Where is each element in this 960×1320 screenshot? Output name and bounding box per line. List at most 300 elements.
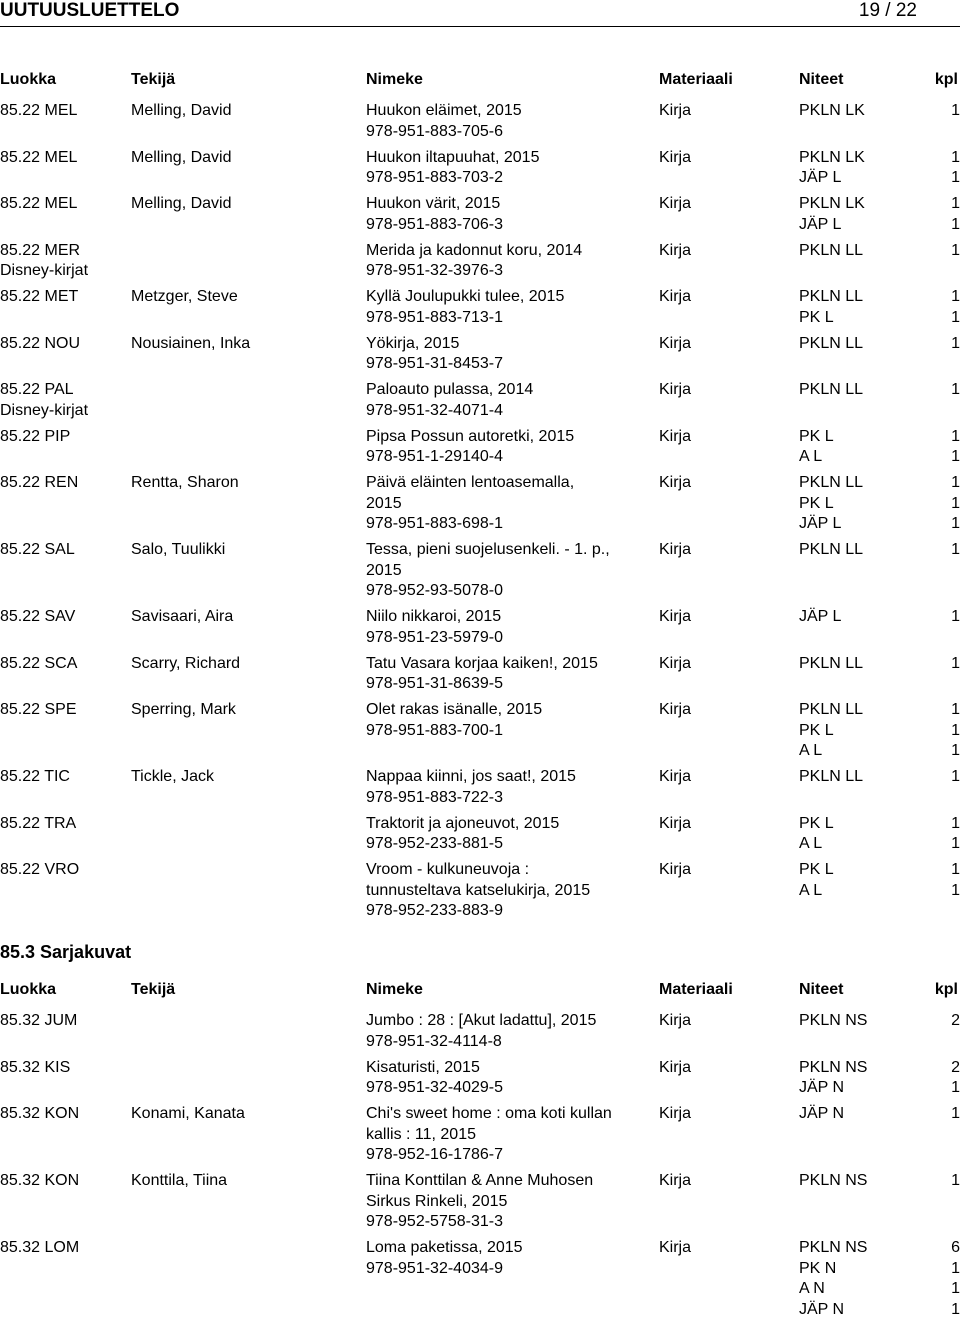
record-count-line: 1 [951,1172,960,1189]
record-title-line: Sirkus Rinkeli, 2015 [366,1192,508,1210]
record-author-line: Rentta, Sharon [131,474,239,491]
record-classification-line: 85.22 VRO [0,861,80,878]
record-count-line: 1 [951,1280,960,1297]
record-count [930,148,960,189]
record-copies-location [799,380,929,401]
record-count [930,287,960,328]
record-count [930,241,960,262]
record-author-line: Konami, Kanata [131,1105,245,1122]
record-material-line: Kirja [659,654,692,672]
record-count-line: 1 [951,861,960,878]
record-title-line: 978-951-883-700-1 [366,721,503,739]
record-count-line: 1 [951,768,960,785]
record-copies-location-line: JÄP N [799,1300,845,1318]
record-count-line: 1 [951,448,960,465]
record-copies-location-line: A N [799,1280,825,1297]
record-author [131,540,361,561]
record-count-line: 1 [951,701,960,718]
record-material-line: Kirja [659,148,692,166]
record-count [930,700,960,762]
record-classification-line: 85.22 PIP [0,427,71,445]
record-copies-location-line: PK L [799,721,834,739]
record-title [366,473,654,535]
record-count-line: 2 [951,1012,960,1029]
record-classification [0,654,128,675]
record-author-line: Melling, David [131,148,232,166]
column-header-luokka: Luokka [0,981,57,998]
record-title-line: 978-951-31-8639-5 [366,675,503,692]
record-material [659,1171,779,1192]
record-classification-line: 85.22 REN [0,474,79,491]
record-material-line: Kirja [659,241,692,259]
record-copies-location-line: PKLN NS [799,1172,868,1189]
record-material [659,380,779,401]
record-material-line: Kirja [659,102,692,119]
record-material [659,654,779,675]
record-title [366,1104,654,1166]
record-count-line: 1 [951,1300,960,1318]
record-title [366,1238,654,1279]
section-title: 85.3 Sarjakuvat [0,942,132,962]
record-material [659,700,779,721]
record-count-line: 1 [951,381,960,398]
record-material [659,860,779,881]
record-classification [0,148,128,169]
record-author-line: Sperring, Mark [131,701,236,718]
document-title: UUTUUSLUETTELO [0,0,180,21]
record-title-line: 2015 [366,494,402,512]
record-title-line: Yökirja, 2015 [366,334,460,352]
column-header-niteet: Niteet [799,71,844,88]
record-copies-location-line: JÄP L [799,608,842,625]
record-author [131,607,361,628]
column-header-luokka: Luokka [0,71,57,88]
column-header-tekija: Tekijä [131,981,176,998]
record-copies-location-line: PK N [799,1259,837,1277]
record-copies-location-line: PK L [799,861,834,878]
record-copies-location-line: JÄP L [799,169,842,186]
record-material [659,427,779,448]
record-copies-location-line: PKLN LL [799,701,864,718]
record-title-line: Merida ja kadonnut koru, 2014 [366,241,583,259]
record-title-line: 978-951-883-713-1 [366,308,503,326]
record-copies-location [799,860,929,901]
record-classification-line: 85.32 JUM [0,1012,78,1029]
record-author [131,700,361,721]
record-author-line: Scarry, Richard [131,654,241,672]
record-author-line: Nousiainen, Inka [131,334,251,352]
record-material-line: Kirja [659,814,692,832]
record-classification-line: Disney-kirjat [0,401,89,419]
record-count-line: 1 [951,215,960,233]
column-header-kpl: kpl [934,71,958,88]
record-material-line: Kirja [659,474,692,491]
record-classification [0,700,128,721]
record-title-line: 978-951-32-4034-9 [366,1259,503,1277]
record-count-line: 1 [951,721,960,739]
record-material [659,334,779,355]
record-title [366,194,654,235]
column-header-materiaali: Materiaali [659,71,733,88]
record-title-line: Paloauto pulassa, 2014 [366,381,534,398]
record-copies-location-line: JÄP N [799,1105,845,1122]
record-count-line: 1 [951,515,960,532]
record-count [930,540,960,561]
record-copies-location-line: PKLN LL [799,288,864,305]
record-title-line: Tatu Vasara korjaa kaiken!, 2015 [366,654,598,672]
record-count-line: 1 [951,195,960,212]
record-material-line: Kirja [659,608,692,625]
column-header-kpl: kpl [934,981,958,998]
record-copies-location-line: PKLN LL [799,474,864,491]
record-classification [0,607,128,628]
record-count [930,654,960,675]
record-material-line: Kirja [659,701,692,718]
record-count [930,860,960,901]
record-title-line: Jumbo : 28 : [Akut ladattu], 2015 [366,1012,597,1029]
record-title [366,380,654,421]
record-copies-location-line: PKLN NS [799,1058,868,1076]
record-copies-location [799,700,929,762]
record-title-line: Traktorit ja ajoneuvot, 2015 [366,814,560,832]
record-copies-location [799,814,929,855]
record-count-line: 1 [951,881,960,899]
record-count [930,473,960,535]
record-copies-location-line: PKLN LL [799,334,864,352]
record-title-line: Pipsa Possun autoretki, 2015 [366,427,575,445]
record-count [930,101,960,122]
record-count [930,334,960,355]
record-count [930,767,960,788]
record-classification [0,767,128,788]
record-copies-location-line: PK L [799,308,834,326]
record-title [366,700,654,741]
record-author [131,148,361,169]
record-title-line: 978-951-32-4071-4 [366,401,503,419]
record-classification [0,427,128,448]
record-count [930,607,960,628]
record-material-line: Kirja [659,381,692,398]
record-material-line: Kirja [659,1058,692,1076]
record-copies-location-line: JÄP N [799,1079,845,1096]
record-count-line: 1 [951,241,960,259]
record-classification-line: 85.22 SAV [0,608,76,625]
record-classification [0,1058,128,1079]
record-material-line: Kirja [659,1239,692,1256]
record-classification-line: 85.22 MEL [0,148,78,166]
record-copies-location-line: PKLN LL [799,654,864,672]
record-title-line: 978-951-32-3976-3 [366,262,503,279]
record-count [930,427,960,468]
record-count [930,1104,960,1125]
record-count-line: 1 [951,1259,960,1277]
record-copies-location [799,101,929,122]
record-title-line: 978-951-31-8453-7 [366,355,503,372]
record-count-line: 1 [951,742,960,759]
record-copies-location-line: PKLN LL [799,768,864,785]
record-count [930,1238,960,1320]
record-title-line: Niilo nikkaroi, 2015 [366,608,502,625]
record-title-line: 978-951-883-698-1 [366,515,503,532]
record-classification-line: 85.22 TRA [0,814,77,832]
record-copies-location [799,334,929,355]
record-material [659,540,779,561]
record-classification-line: 85.22 SPE [0,701,77,718]
record-title-line: Tiina Konttilan & Anne Muhosen [366,1172,594,1189]
record-classification-line: 85.22 MET [0,288,79,305]
column-header-tekija: Tekijä [131,71,176,88]
record-count-line: 1 [951,102,960,119]
record-count-line: 1 [951,541,960,558]
column-header-row [0,70,960,92]
record-classification-line: 85.32 KON [0,1172,80,1189]
record-count-line: 1 [951,494,960,512]
record-count [930,1058,960,1099]
record-material [659,767,779,788]
record-author [131,654,361,675]
record-title-line: 978-952-93-5078-0 [366,582,503,599]
record-copies-location-line: PKLN LK [799,148,865,166]
record-classification [0,1171,128,1192]
record-copies-location-line: PKLN NS [799,1012,868,1029]
record-count [930,194,960,235]
record-copies-location-line: A L [799,742,823,759]
record-title [366,334,654,375]
record-title [366,427,654,468]
record-count-line: 6 [951,1239,960,1256]
record-title-line: 978-952-16-1786-7 [366,1146,503,1163]
record-author-line: Melling, David [131,102,232,119]
record-title-line: 978-952-233-883-9 [366,902,503,919]
record-count-line: 1 [951,814,960,832]
record-count-line: 2 [951,1058,960,1076]
record-count-line: 1 [951,334,960,352]
record-title-line: Nappaa kiinni, jos saat!, 2015 [366,768,576,785]
record-classification [0,1238,128,1259]
record-title-line: Vroom - kulkuneuvoja : [366,861,530,878]
column-header-niteet: Niteet [799,981,844,998]
record-classification [0,473,128,494]
record-count [930,1171,960,1192]
record-count [930,380,960,401]
record-material-line: Kirja [659,334,692,352]
record-classification [0,334,128,355]
record-classification-line: 85.22 NOU [0,334,81,352]
record-title-line: Loma paketissa, 2015 [366,1239,523,1256]
record-material [659,473,779,494]
record-material-line: Kirja [659,1012,692,1029]
record-material-line: Kirja [659,195,692,212]
record-author-line: Savisaari, Aira [131,608,234,625]
record-classification-line: 85.22 MEL [0,195,78,212]
record-material [659,287,779,308]
record-author [131,194,361,215]
record-count-line: 1 [951,288,960,305]
record-copies-location [799,148,929,189]
record-title-line: Olet rakas isänalle, 2015 [366,701,543,718]
record-count-line: 1 [951,148,960,166]
record-count-line: 1 [951,474,960,491]
column-header-nimeke: Nimeke [366,981,423,998]
record-title-line: Huukon iltapuuhat, 2015 [366,148,540,166]
record-material-line: Kirja [659,1105,692,1122]
record-classification-line: 85.22 SCA [0,654,78,672]
record-title [366,101,654,142]
record-title-line: Chi's sweet home : oma koti kullan [366,1105,612,1122]
record-material [659,101,779,122]
record-copies-location-line: JÄP L [799,215,842,233]
record-title-line: 978-952-233-881-5 [366,835,503,852]
record-material [659,607,779,628]
record-title-line: 978-951-23-5979-0 [366,628,503,646]
record-material [659,1104,779,1125]
record-copies-location [799,654,929,675]
record-material [659,148,779,169]
record-copies-location [799,473,929,535]
record-title [366,814,654,855]
record-title [366,540,654,602]
record-author-line: Metzger, Steve [131,288,238,305]
record-material-line: Kirja [659,768,692,785]
record-title-line: 978-951-883-703-2 [366,169,503,186]
record-title-line: 2015 [366,561,402,579]
record-material-line: Kirja [659,427,692,445]
record-count-line: 1 [951,1079,960,1096]
record-copies-location [799,1104,929,1125]
record-classification-line: 85.22 SAL [0,541,75,558]
record-copies-location [799,194,929,235]
record-material-line: Kirja [659,1172,692,1189]
record-title-line: 978-951-32-4029-5 [366,1079,503,1096]
column-header-row [0,980,960,1002]
record-classification [0,1011,128,1032]
record-author [131,1104,361,1125]
record-copies-location-line: A L [799,881,823,899]
record-material-line: Kirja [659,541,692,558]
record-classification [0,194,128,215]
record-title [366,1011,654,1052]
record-classification-line: 85.32 LOM [0,1239,80,1256]
record-classification [0,860,128,881]
record-classification [0,101,128,122]
record-copies-location [799,427,929,468]
column-header-materiaali: Materiaali [659,981,733,998]
record-title-line: 978-951-883-705-6 [366,122,503,140]
record-title-line: 978-951-883-722-3 [366,788,503,806]
record-title-line: 978-952-5758-31-3 [366,1213,503,1230]
record-author-line: Tickle, Jack [131,768,214,785]
record-classification [0,241,128,282]
record-title [366,287,654,328]
record-material [659,1011,779,1032]
record-classification [0,287,128,308]
record-copies-location-line: PKLN NS [799,1239,868,1256]
page-number: 19 / 22 [858,0,917,21]
record-title-line: Kyllä Joulupukki tulee, 2015 [366,288,565,305]
record-classification [0,540,128,561]
header-divider [0,26,960,27]
record-copies-location [799,1058,929,1099]
record-title [366,860,654,922]
record-material [659,1238,779,1259]
record-copies-location [799,287,929,328]
record-count-line: 1 [951,654,960,672]
record-count-line: 1 [951,1105,960,1122]
record-title-line: Tessa, pieni suojelusenkeli. - 1. p., [366,541,610,558]
record-count-line: 1 [951,427,960,445]
record-title [366,241,654,282]
record-copies-location-line: PK L [799,427,834,445]
record-copies-location-line: A L [799,835,823,852]
record-title-line: tunnusteltava katselukirja, 2015 [366,881,591,899]
record-title [366,767,654,808]
record-author [131,473,361,494]
record-author [131,1171,361,1192]
record-material [659,241,779,262]
record-copies-location [799,1011,929,1032]
record-author [131,287,361,308]
record-copies-location-line: PK L [799,494,834,512]
record-author [131,767,361,788]
record-title-line: 978-951-883-706-3 [366,215,503,233]
record-copies-location-line: PKLN LK [799,102,865,119]
record-author-line: Melling, David [131,195,232,212]
record-classification-line: 85.32 KIS [0,1058,71,1076]
record-title-line: 978-951-32-4114-8 [366,1032,502,1050]
record-count-line: 1 [951,608,960,625]
record-material [659,1058,779,1079]
record-classification-line: 85.32 KON [0,1105,80,1122]
record-classification-line: Disney-kirjat [0,262,89,279]
record-author [131,334,361,355]
record-copies-location-line: A L [799,448,823,465]
record-count [930,1011,960,1032]
record-author-line: Konttila, Tiina [131,1172,228,1189]
record-copies-location [799,1171,929,1192]
column-header-nimeke: Nimeke [366,71,423,88]
record-classification-line: 85.22 MEL [0,102,78,119]
record-copies-location-line: PKLN LK [799,195,865,212]
record-author-line: Salo, Tuulikki [131,541,226,558]
record-copies-location [799,1238,929,1320]
record-classification [0,814,128,835]
record-title [366,1171,654,1233]
record-copies-location [799,241,929,262]
record-material-line: Kirja [659,288,692,305]
record-material [659,814,779,835]
record-copies-location [799,767,929,788]
record-material-line: Kirja [659,861,692,878]
record-count-line: 1 [951,169,960,186]
record-classification-line: 85.22 PAL [0,381,74,398]
record-copies-location [799,540,929,561]
record-classification [0,380,128,421]
record-title [366,1058,654,1099]
record-copies-location-line: PKLN LL [799,381,864,398]
record-title-line: 978-951-1-29140-4 [366,448,503,465]
record-classification-line: 85.22 MER [0,241,81,259]
record-classification-line: 85.22 TIC [0,768,70,785]
record-title-line: Huukon eläimet, 2015 [366,102,522,119]
record-count [930,814,960,855]
record-copies-location-line: PKLN LL [799,241,864,259]
record-material [659,194,779,215]
record-title [366,148,654,189]
record-title [366,607,654,648]
record-copies-location-line: PK L [799,814,834,832]
record-title [366,654,654,695]
record-copies-location-line: JÄP L [799,515,842,532]
